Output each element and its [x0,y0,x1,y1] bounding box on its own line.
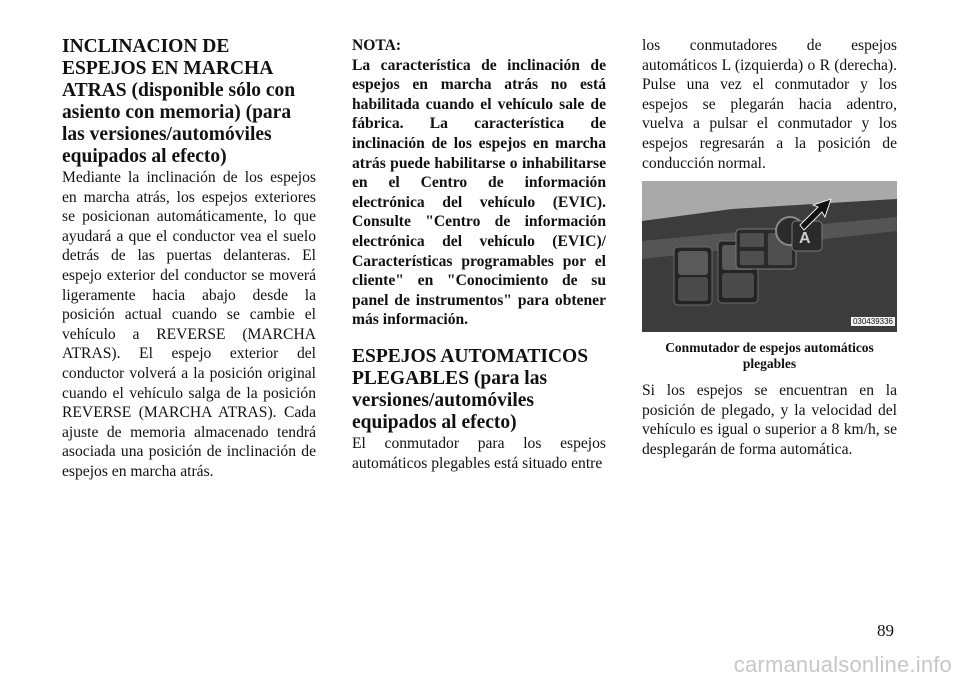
note-body: La característica de inclinación de espejos en marcha atrás no está habilitada cuando el vehículo sale de fábrica. La característica de inclinación de los espejos en marcha atrás puede habilitarse o inhabilitarse en el Centro de información electrónica del vehículo (EVIC). Consulte "Centro de información electrónica del vehículo (EVIC)/ Características programables por el cliente" en "Conocimiento de su panel de instrumentos" para obtener más información. [352,56,606,329]
reverse-tilt-paragraph: Mediante la inclinación de los espejos en marcha atrás, los espejos exteriores se posicionan automáticamente, lo que ayudará a que el conductor vea el suelo detrás de las puertas delanteras. El espejo exterior del conductor se moverá ligeramente hacia abajo desde la posición actual cuando se cambie el vehículo a REVERSE (MARCHA ATRAS). El espejo exterior del conductor volverá a la posición original cuando el vehículo salga de la posición REVERSE (MARCHA ATRAS). Cada ajuste de memoria almacenado tendrá asociada una posición de inclinación de espejos en marcha atrás. [62,169,316,480]
section-title-folding-mirrors: ESPEJOS AUTOMATICOS PLEGABLES (para las versiones/automóviles equipados al efecto) [352,345,589,433]
watermark-text: carmanualsonline.info [733,652,952,677]
door-switch-illustration [642,181,897,332]
folding-mirrors-paragraph-3: Si los espejos se encuentran en la posición de plegado, y la velocidad del vehículo es igual o superior a 8 km/h, se desplegarán de forma automática. [642,382,897,458]
folding-mirrors-paragraph-2: los conmutadores de espejos automáticos L (izquierda) o R (derecha). Pulse una vez el conmutador y los espejos se plegarán hacia adentro, vuelva a pulsar el conmutador y los espejos regresarán a la posición de conducción normal. [642,37,897,172]
figure-caption: Conmutador de espejos automáticos plegables [665,340,874,372]
note-heading: NOTA: [352,37,402,54]
page-number: 89 [877,621,894,640]
mirror-switch-photo [642,181,897,332]
column-right [642,36,897,460]
column-left [62,36,316,482]
folding-mirrors-paragraph-1: El conmutador para los espejos automáticos plegables está situado entre [352,434,606,472]
svg-text:A: A [799,230,811,248]
watermark [0,652,960,678]
column-middle [352,36,606,473]
figure-code: 030439336 [852,317,893,327]
section-title-reverse-tilt: INCLINACION DE ESPEJOS EN MARCHA ATRAS (disponible sólo con asiento con memoria) (para las versiones/automóviles equipados al efecto) [62,36,296,167]
